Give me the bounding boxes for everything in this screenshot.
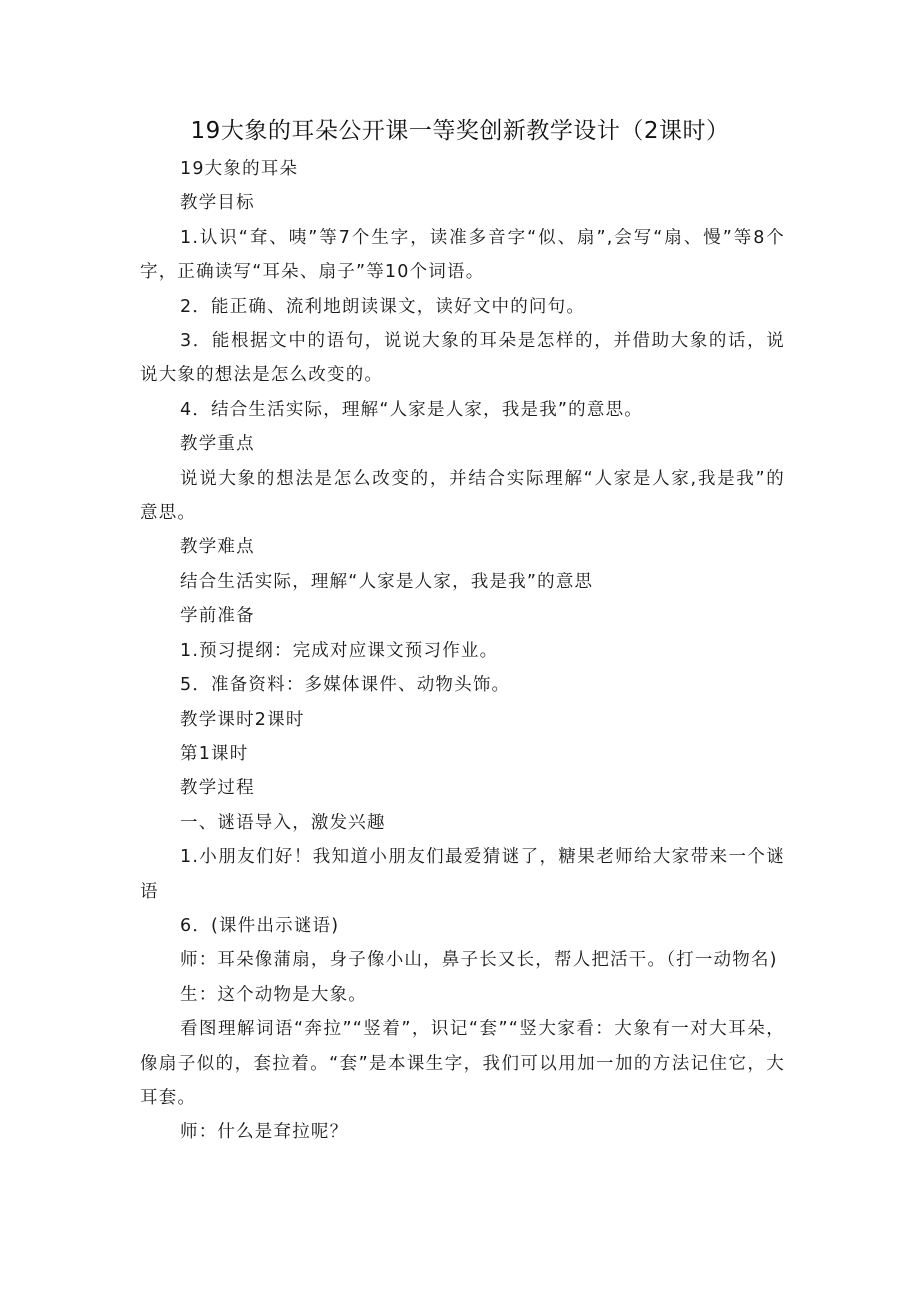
section-heading-process: 教学过程 [180,778,255,799]
document-title: 19大象的耳朵公开课一等奖创新教学设计（2课时） [190,118,730,144]
teacher-riddle: 师：耳朵像蒲扇，身子像小山，鼻子长又长，帮人把活干。（打一动物名) [180,950,778,971]
process-paragraph-1: 1.小朋友们好！我知道小朋友们最爱猜谜了，糖果老师给大家带来一个谜语 [140,847,785,902]
goal-item-3: 3．能根据文中的语句，说说大象的耳朵是怎样的，并借助大象的话，说说大象的想法是怎么改变的。 [140,331,785,386]
goal-item-1: 1.认识“耷、咦”等7个生字，读准多音字“似、扇”,会写“扇、慢”等8个字，正确读写“耳朵、扇子”等10个词语。 [140,227,785,283]
goal-item-2: 2．能正确、流利地朗读课文，读好文中的问句。 [180,296,586,317]
goal-item-4: 4．结合生活实际，理解“人家是人家，我是我”的意思。 [180,399,643,420]
document-body [140,152,785,1150]
lesson-1-heading: 第1课时 [180,743,249,764]
vocabulary-paragraph: 看图理解词语“奔拉”“竖着”，识记“套”“竖大家看：大象有一对大耳朵，像扇子似的，套拉着。“套”是本课生字，我们可以用加一加的方法记住它，大耳套。 [140,1019,785,1108]
section-heading-difficulties: 教学难点 [180,537,255,558]
section-heading-goals: 教学目标 [180,193,255,214]
difficulties-text: 结合生活实际，理解“人家是人家，我是我”的意思 [180,571,594,592]
preparation-item-1: 1.预习提纲：完成对应课文预习作业。 [180,640,499,661]
process-step-1-heading: 一、谜语导入，激发兴趣 [180,812,386,833]
process-paragraph-2: 6．(课件出示谜语) [180,915,340,936]
key-points-text: 说说大象的想法是怎么改变的，并结合实际理解“人家是人家,我是我”的意思。 [140,468,785,524]
section-heading-preparation: 学前准备 [180,606,255,627]
lesson-hours: 教学课时2课时 [180,709,305,730]
lesson-title-paragraph: 19大象的耳朵 [180,159,299,179]
section-heading-key-points: 教学重点 [180,434,255,455]
preparation-item-2: 5．准备资料：多媒体课件、动物头饰。 [180,675,511,696]
student-answer: 生：这个动物是大象。 [180,984,367,1005]
teacher-question: 师：什么是耷拉呢？ [180,1122,349,1143]
